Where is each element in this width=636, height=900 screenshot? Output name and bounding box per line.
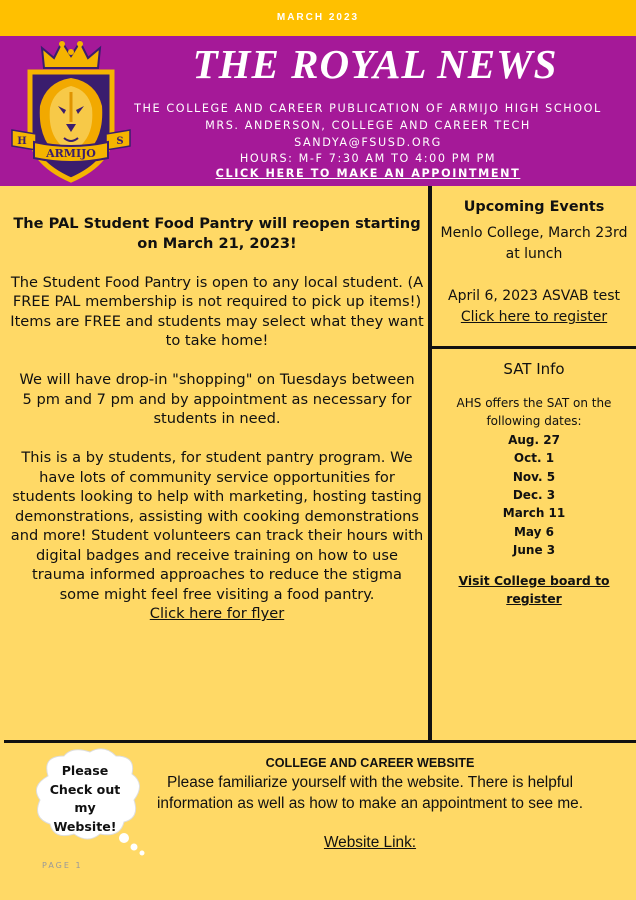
lion-crest-logo — [8, 38, 134, 186]
issue-date: MARCH 2023 — [276, 12, 360, 23]
sat-date: May 6 — [513, 524, 555, 539]
sat-intro: AHS offers the SAT on the following dates: — [456, 396, 612, 429]
email-line: SANDYA@FSUSD.ORG — [294, 136, 442, 149]
upcoming-events — [436, 197, 632, 328]
pantry-paragraph-3: This is a by students, for student pantry program. We have lots of community service opportunities for students looking to help with marketing, hosting tasting demonstrations, assisting with cooking demonstrations and more! Student volunteers can track their hours with digital badges and receive training on how to use trauma informed approaches to reduce the stigma some might feel free visiting a food pantry. — [10, 449, 424, 603]
sat-date: Aug. 27 — [508, 432, 560, 447]
sat-info — [436, 360, 632, 608]
bubble-line: Website! — [53, 818, 117, 834]
bubble-line: Please — [61, 763, 109, 778]
section-divider — [4, 740, 636, 743]
page-number: PAGE 1 — [42, 861, 83, 870]
website-body: Please familiarize yourself with the website. There is helpful information as well as how to make an appointment to see me. — [156, 774, 584, 812]
sat-date: June 3 — [512, 543, 556, 558]
crest-letter-h: H — [17, 136, 27, 147]
sat-date: Oct. 1 — [513, 451, 555, 466]
sidebar-divider — [432, 346, 636, 349]
bubble-text — [44, 762, 126, 836]
website-section — [140, 756, 600, 852]
appointment-link[interactable]: CLICK HERE TO MAKE AN APPOINTMENT — [215, 167, 521, 180]
pantry-paragraph-2b: 5 pm and 7 pm and by appointment as necessary for students in need. — [22, 390, 412, 427]
event-item-asvab: April 6, 2023 ASVAB test — [448, 288, 620, 304]
column-divider — [428, 186, 432, 740]
sat-title: SAT Info — [503, 360, 565, 378]
crest-banner-text: ARMIJO — [46, 147, 96, 160]
register-link[interactable]: Click here to register — [460, 309, 608, 325]
author-line: MRS. ANDERSON, COLLEGE AND CAREER TECH — [205, 119, 531, 132]
newsletter-title: THE ROYAL NEWS — [192, 41, 558, 87]
bubble-line: Check out — [49, 781, 121, 797]
website-heading: COLLEGE AND CAREER WEBSITE — [265, 756, 475, 770]
masthead — [0, 36, 636, 186]
hours-line: HOURS: M-F 7:30 AM TO 4:00 PM PM — [239, 152, 497, 165]
bubble-line: my — [74, 800, 96, 815]
pantry-paragraph-1: The Student Food Pantry is open to any local student. (A FREE PAL membership is not required to pick up items!) Items are FREE and students may select what they want to take home! — [10, 273, 424, 349]
crest-letter-s: S — [116, 136, 124, 147]
website-link[interactable]: Website Link: — [323, 834, 417, 851]
sat-date: March 11 — [502, 506, 566, 521]
event-item-menlo: Menlo College, March 23rd at lunch — [440, 225, 628, 262]
sat-date: Nov. 5 — [512, 469, 556, 484]
college-board-link[interactable]: Visit College board to register — [458, 572, 610, 607]
date-bar — [0, 0, 636, 36]
pantry-headline: The PAL Student Food Pantry will reopen starting on March 21, 2023! — [13, 215, 421, 252]
events-title: Upcoming Events — [463, 199, 605, 215]
publication-subtitle: THE COLLEGE AND CAREER PUBLICATION OF ARMIJO HIGH SCHOOL — [134, 102, 602, 115]
pantry-paragraph-2a: We will have drop-in "shopping" on Tuesdays between — [19, 371, 415, 388]
food-pantry-article — [10, 214, 424, 624]
flyer-link[interactable]: Click here for flyer — [149, 605, 285, 622]
sat-date: Dec. 3 — [512, 488, 556, 503]
